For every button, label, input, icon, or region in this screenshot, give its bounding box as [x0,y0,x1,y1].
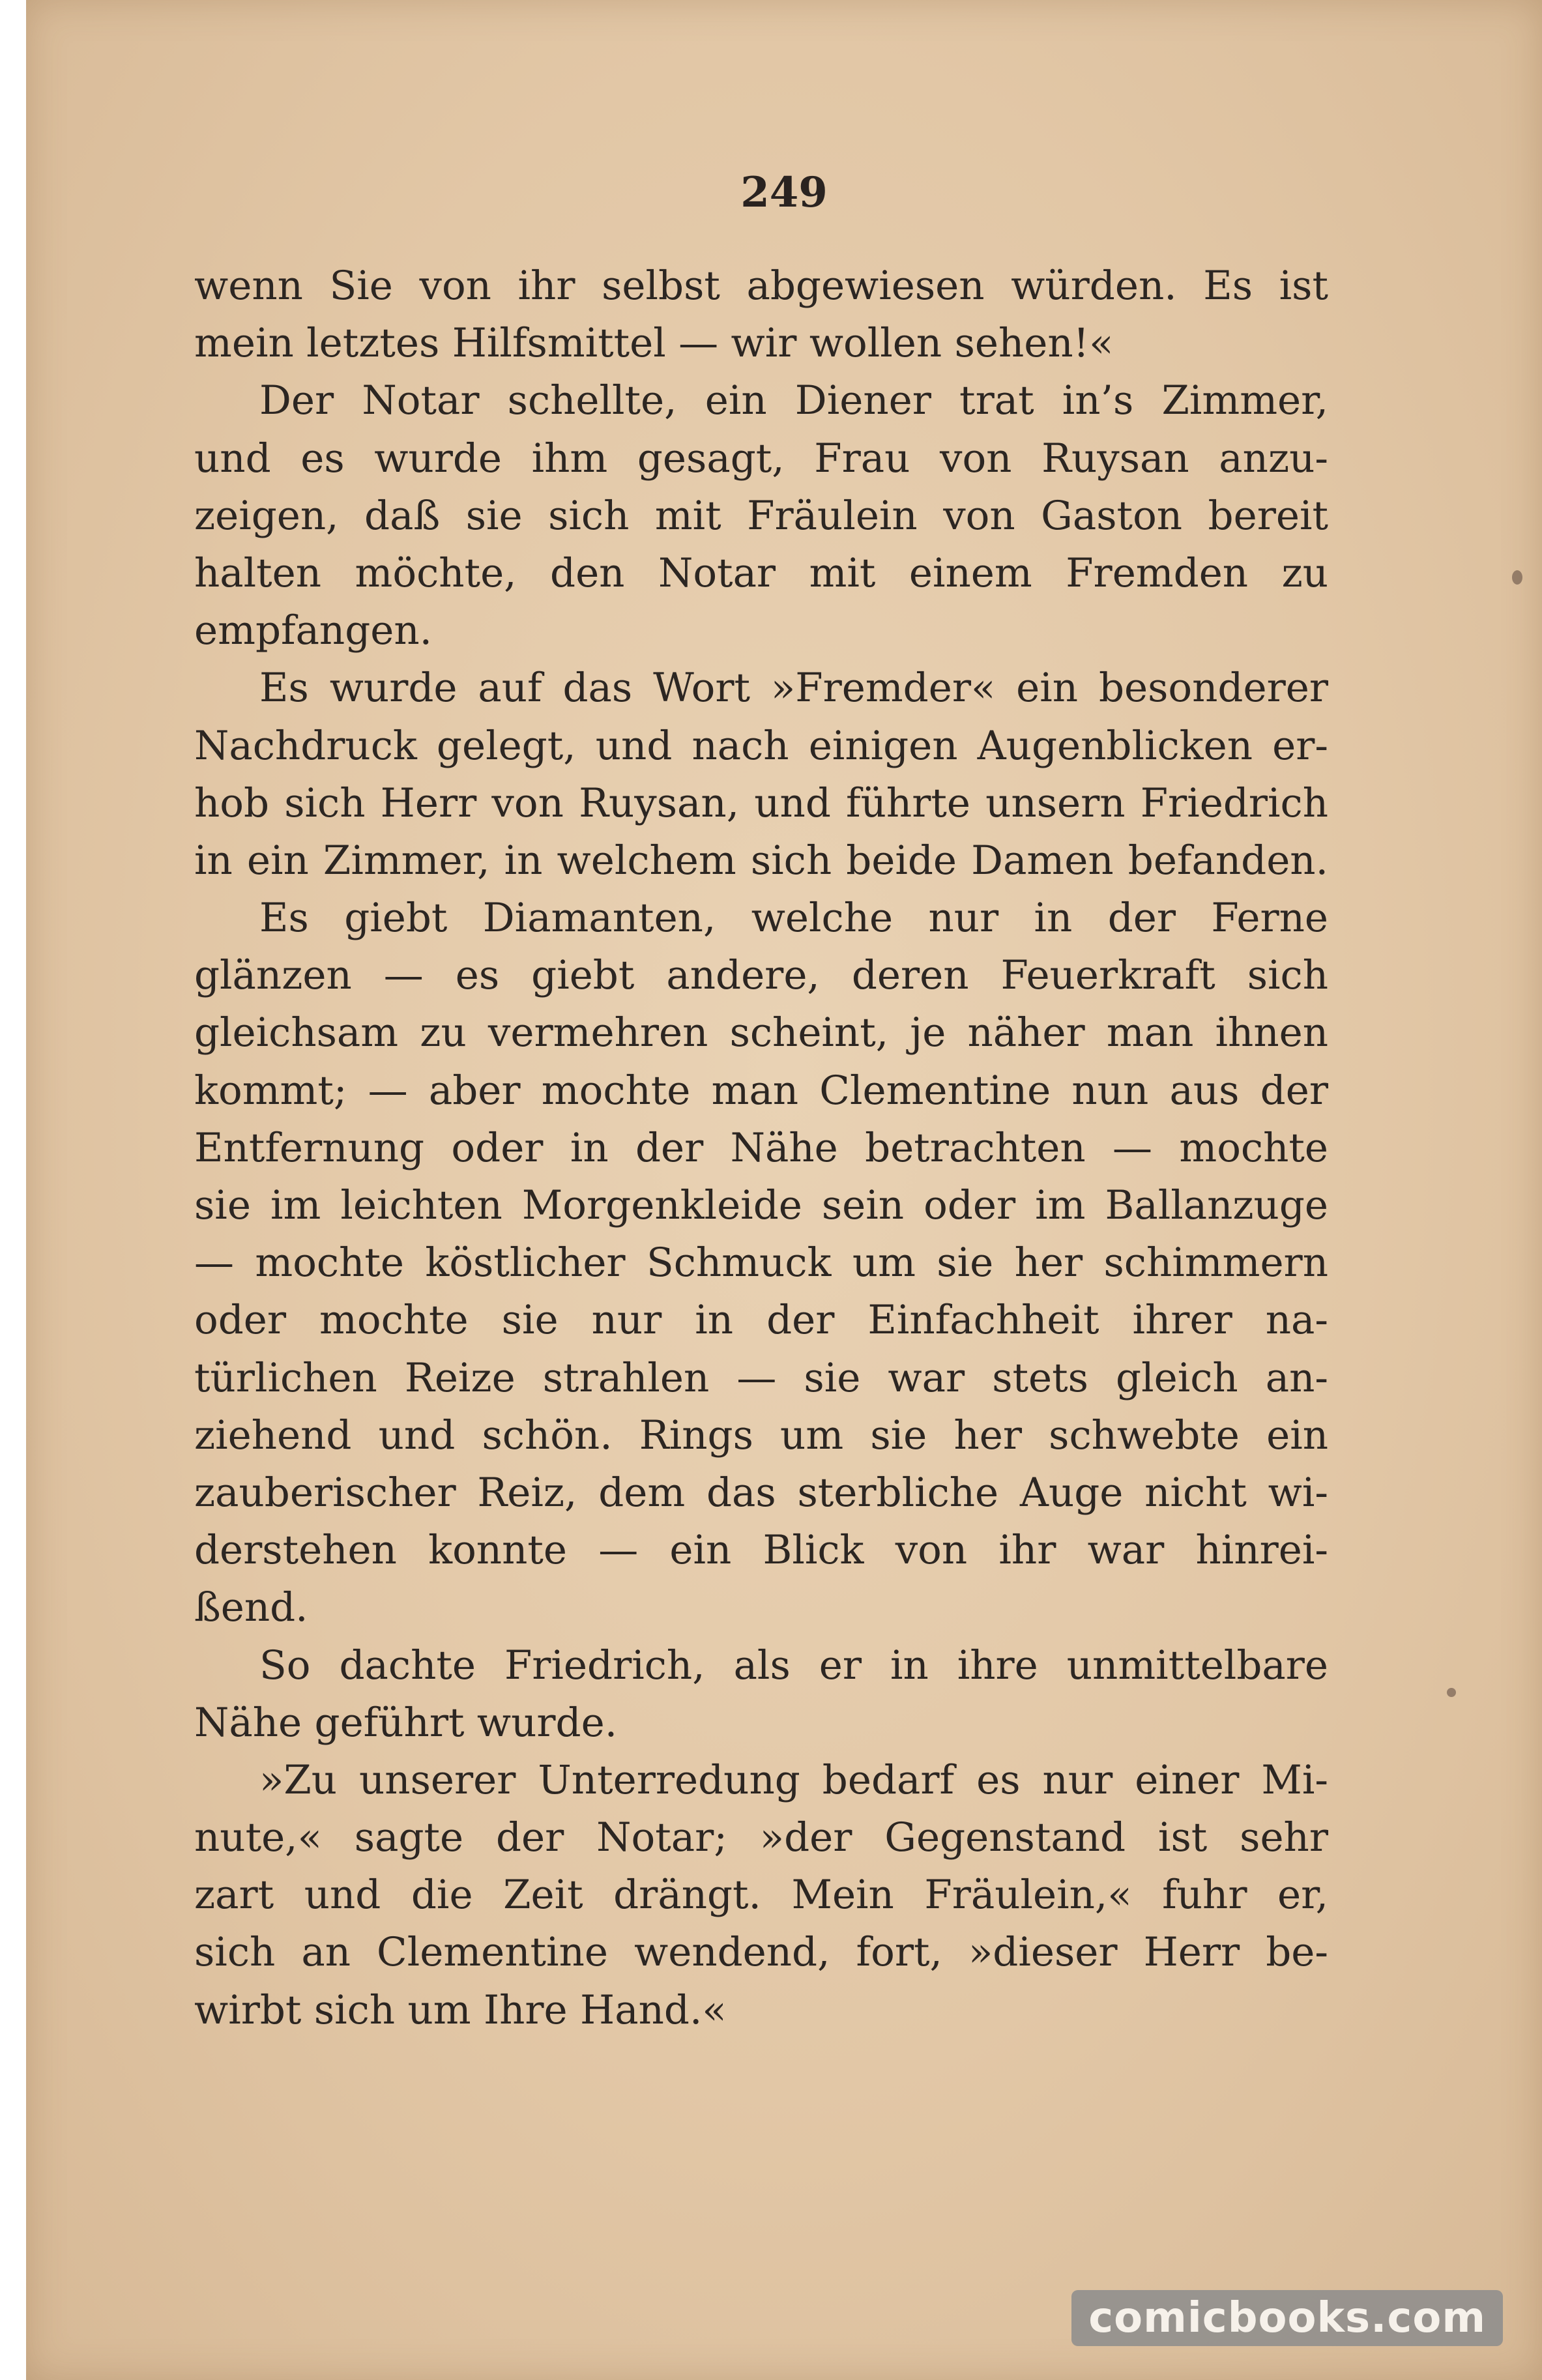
text-line: So dachte Friedrich, als er in ihre unmittelbare [259,1642,1328,1689]
paper-spot [1512,570,1522,585]
text-line: glänzen — es giebt andere, deren Feuerkraft sich [194,952,1328,999]
text-line: »Zu unserer Unterredung bedarf es nur einer Mi- [259,1756,1328,1803]
text-line: ziehend und schön. Rings um sie her schwebte ein [194,1412,1328,1458]
text-line: hob sich Herr von Ruysan, und führte unsern Friedrich [194,779,1328,826]
text-line: zeigen, daß sie sich mit Fräulein von Gaston bereit [194,492,1328,539]
book-page [26,0,1542,2380]
text-line: derstehen konnte — ein Blick von ihr war hinrei- [194,1527,1328,1574]
text-line: in ein Zimmer, in welchem sich beide Damen befanden. [194,837,1328,884]
text-line: wenn Sie von ihr selbst abgewiesen würden. Es ist [194,263,1328,309]
text-line: wirbt sich um Ihre Hand.« [194,1986,727,2033]
page-number: 249 [740,168,828,217]
text-line: sie im leichten Morgenkleide sein oder im Ballanzuge [194,1182,1328,1228]
text-line: halten möchte, den Notar mit einem Fremden zu [194,549,1328,596]
text-line: gleichsam zu vermehren scheint, je näher man ihnen [194,1009,1328,1056]
text-line: Es giebt Diamanten, welche nur in der Ferne [259,895,1328,942]
text-line: kommt; — aber mochte man Clementine nun aus der [194,1067,1328,1114]
text-line: empfangen. [194,607,433,654]
text-line: nute,« sagte der Notar; »der Gegenstand ist sehr [194,1814,1328,1861]
text-line: ßend. [194,1584,308,1631]
text-line: zauberischer Reiz, dem das sterbliche Auge nicht wi- [194,1469,1328,1516]
body-text [194,257,1328,2082]
text-line: und es wurde ihm gesagt, Frau von Ruysan anzu- [194,435,1328,482]
text-line: zart und die Zeit drängt. Mein Fräulein,« fuhr er, [194,1872,1328,1919]
text-line: mein letztes Hilfsmittel — wir wollen sehen!« [194,320,1114,367]
paper-spot [1447,1688,1456,1697]
text-line: Nähe geführt wurde. [194,1699,618,1746]
text-line: oder mochte sie nur in der Einfachheit ihrer na- [194,1297,1328,1344]
text-line: türlichen Reize strahlen — sie war stets gleich an- [194,1354,1328,1401]
site-watermark: comicbooks.com [1071,2290,1503,2346]
text-line: Es wurde auf das Wort »Fremder« ein besonderer [259,665,1328,712]
text-line: sich an Clementine wendend, fort, »dieser Herr be- [194,1929,1328,1976]
text-line: — mochte köstlicher Schmuck um sie her schimmern [194,1240,1328,1286]
text-line: Entfernung oder in der Nähe betrachten — mochte [194,1124,1328,1171]
text-line: Der Notar schellte, ein Diener trat in’s Zimmer, [259,377,1328,424]
text-line: Nachdruck gelegt, und nach einigen Augenblicken er- [194,722,1328,769]
